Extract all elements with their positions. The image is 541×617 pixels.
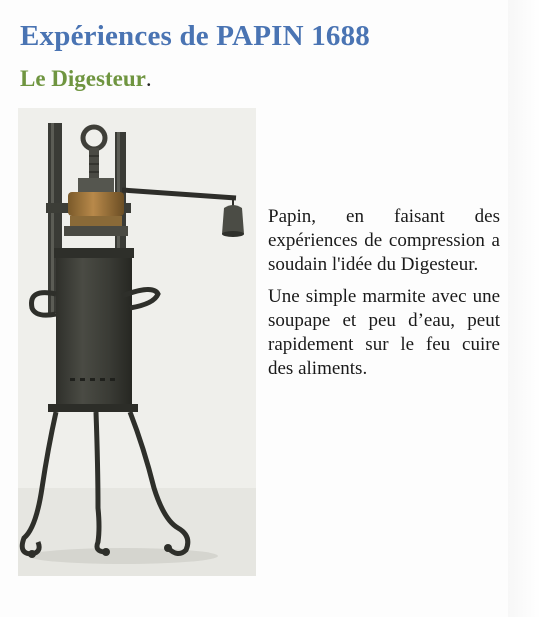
paragraph-papin: Papin, en faisant des expériences de compression a soudain l'idée du Digesteur. [268,206,500,275]
paragraph-marmite: Une simple marmite avec une soupape et peu d’eau, peut rapidement sur le feu cuire des aliments. [268,286,500,379]
digester-illustration [18,108,256,576]
page-margin [508,0,541,617]
description-text [268,205,500,389]
subtitle-punctuation: . [145,66,152,91]
subtitle-text: Le Digesteur [20,66,146,91]
digester-photo [18,108,256,576]
page-subtitle [20,66,152,92]
page-title: Expériences de PAPIN 1688 [20,20,370,52]
